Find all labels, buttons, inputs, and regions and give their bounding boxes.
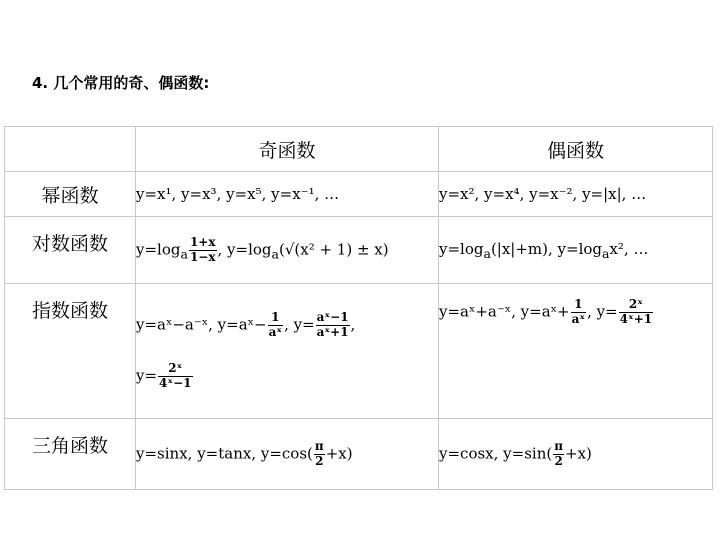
log-even-base-b: a xyxy=(602,245,610,261)
trig-odd-part-b: +x) xyxy=(325,444,353,462)
log-even-base-a: a xyxy=(483,245,491,261)
fraction-numerator: 2ˣ xyxy=(158,362,192,377)
log-odd-base-a: a xyxy=(180,246,188,261)
trig-odd-formulas xyxy=(136,419,439,490)
log-odd-part-c: (√(x² + 1) ± x) xyxy=(278,240,389,258)
row-label-log: 对数函数 xyxy=(5,217,136,284)
log-even-part-c: x², … xyxy=(609,239,649,258)
fraction-denominator: 2 xyxy=(315,453,324,468)
trig-odd-fraction xyxy=(314,440,325,469)
table-row-exponential xyxy=(5,284,713,419)
fraction-denominator: 2 xyxy=(554,453,563,468)
power-odd-formulas: y=x¹, y=x³, y=x⁵, y=x⁻¹, … xyxy=(136,172,439,217)
fraction-denominator: 4ˣ+1 xyxy=(619,311,653,326)
exp-even-part-b: , y= xyxy=(587,302,618,321)
exp-odd-fraction-2 xyxy=(316,311,350,340)
log-odd-part-a: y=log xyxy=(136,240,181,258)
table-row-power xyxy=(5,172,713,217)
fraction-denominator: aˣ+1 xyxy=(316,325,349,340)
fraction-numerator: π xyxy=(314,438,324,453)
log-even-part-a: y=log xyxy=(439,239,484,258)
trig-odd-part-a: y=sinx, y=tanx, y=cos( xyxy=(136,444,313,462)
header-blank-cell xyxy=(5,127,136,172)
log-odd-fraction xyxy=(189,236,217,265)
trig-even-part-a: y=cosx, y=sin( xyxy=(439,444,553,462)
table-row-log xyxy=(5,217,713,284)
row-label-trig: 三角函数 xyxy=(5,419,136,490)
fraction-numerator: 1 xyxy=(268,311,283,326)
exp-odd-part-b: , y= xyxy=(284,315,315,334)
log-even-formulas xyxy=(439,217,713,284)
section-heading: 4. 几个常用的奇、偶函数: xyxy=(32,74,210,92)
log-odd-formulas xyxy=(136,217,439,284)
fraction-denominator: 1−x xyxy=(189,249,216,264)
table-row-trig xyxy=(5,419,713,490)
trig-even-formulas xyxy=(439,419,713,490)
exp-even-part-a: y=aˣ+a⁻ˣ, y=aˣ+ xyxy=(439,302,570,321)
fraction-denominator: aˣ xyxy=(571,311,586,326)
log-even-part-b: (|x|+m), y=log xyxy=(490,239,603,258)
fraction-denominator: aˣ xyxy=(268,325,283,340)
exp-odd-fraction-3 xyxy=(158,362,192,391)
exp-odd-part-c: , xyxy=(350,315,356,334)
row-label-power: 幂函数 xyxy=(5,172,136,217)
log-odd-base-b: a xyxy=(271,246,279,261)
trig-even-part-b: +x) xyxy=(565,444,592,462)
power-even-formulas: y=x², y=x⁴, y=x⁻², y=|x|, … xyxy=(439,172,713,217)
odd-even-function-table xyxy=(4,126,713,490)
fraction-denominator: 4ˣ−1 xyxy=(159,375,192,390)
exp-odd-part-a: y=aˣ−a⁻ˣ, y=aˣ− xyxy=(136,315,267,334)
exp-even-formulas xyxy=(439,284,713,419)
fraction-numerator: 1+x xyxy=(189,234,216,249)
exp-even-fraction-1 xyxy=(571,298,586,327)
exp-odd-fraction-1 xyxy=(268,311,283,340)
log-odd-part-b: , y=log xyxy=(217,240,272,258)
header-odd-functions: 奇函数 xyxy=(136,127,439,172)
fraction-numerator: 1 xyxy=(571,298,586,313)
fraction-numerator: aˣ−1 xyxy=(316,310,349,325)
fraction-numerator: π xyxy=(554,438,564,453)
exp-odd-part-d: y= xyxy=(136,366,158,385)
exp-odd-line-1 xyxy=(136,311,438,340)
exp-even-fraction-2 xyxy=(619,298,653,327)
exp-odd-line-2 xyxy=(136,362,438,391)
table-header-row xyxy=(5,127,713,172)
header-even-functions: 偶函数 xyxy=(439,127,713,172)
exp-odd-formulas xyxy=(136,284,439,419)
fraction-numerator: 2ˣ xyxy=(619,298,653,313)
trig-even-fraction xyxy=(553,440,564,469)
row-label-exponential: 指数函数 xyxy=(5,284,136,419)
